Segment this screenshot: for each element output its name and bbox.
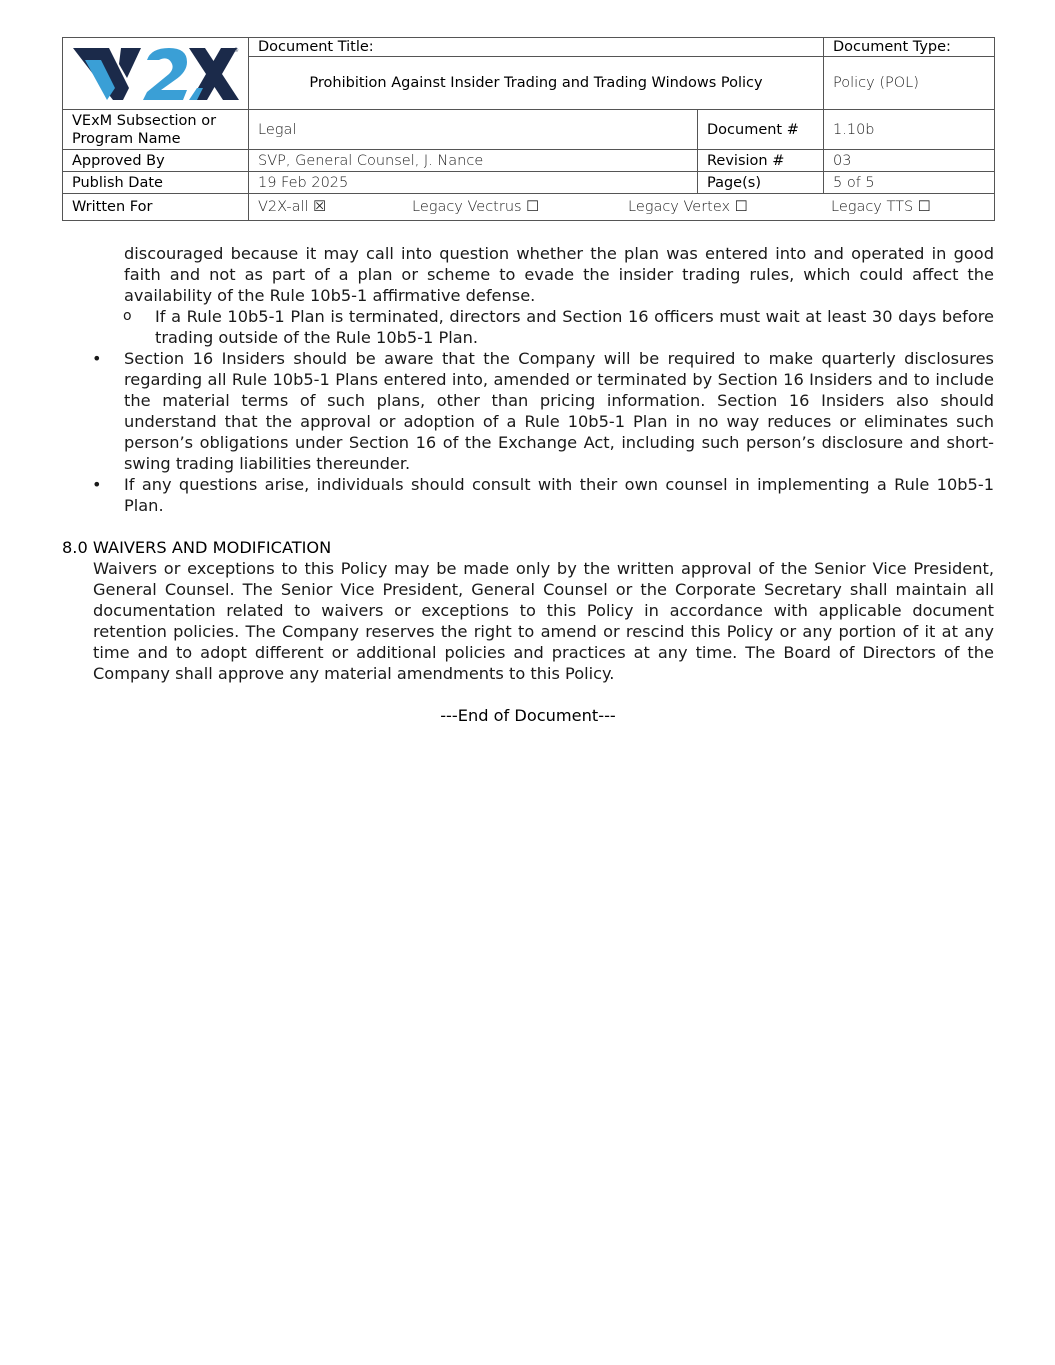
pages-label: Page(s) (698, 172, 824, 194)
subsection-value: Legal (249, 110, 698, 150)
sub-bullet-marker: o (123, 308, 132, 324)
section-heading: 8.0 WAIVERS AND MODIFICATION (62, 538, 332, 557)
pages-value: 5 of 5 (824, 172, 995, 194)
written-for-legacy-vertex: Legacy Vertex ☐ (628, 199, 748, 215)
written-for-label: Written For (63, 194, 249, 221)
written-for-legacy-tts: Legacy TTS ☐ (831, 199, 931, 215)
written-for-options (249, 194, 995, 221)
bullet-item (92, 348, 994, 474)
bullet-item (92, 474, 994, 516)
bullet-text: Section 16 Insiders should be aware that the Company will be required to make quarterly disclosures regarding all Rule 10b5-1 Plans entered into, amended or terminated by Section 16 Insiders and to include the material terms of such plans, other than pricing information. Section 16 Insiders also should understand that the approval or adoption of a Rule 10b5-1 Plan in no way reduces or eliminates such person’s obligations under Section 16 of the Exchange Act, including such person’s disclosure and short-swing trading liabilities thereunder. (124, 349, 994, 473)
sub-bullet-text: If a Rule 10b5-1 Plan is terminated, directors and Section 16 officers must wait at least 30 days before trading outside of the Rule 10b5-1 Plan. (155, 307, 994, 347)
publish-date-label: Publish Date (63, 172, 249, 194)
bullet-marker: • (92, 349, 102, 368)
svg-text:®: ® (232, 46, 239, 54)
doc-number-label: Document # (698, 110, 824, 150)
revision-value: 03 (824, 150, 995, 172)
continued-paragraph: discouraged because it may call into question whether the plan was entered into and operated in good faith and not as part of a plan or scheme to evade the insider trading rules, which could affect the availability of the Rule 10b5-1 affirmative defense. (124, 244, 994, 305)
waiver-paragraph: Waivers or exceptions to this Policy may be made only by the written approval of the Senior Vice President, General Counsel. The Senior Vice President, General Counsel or the Corporate Secretary shall maintain all documentation related to waivers or exceptions to this Policy in accordance with applicable document retention policies. The Company reserves the right to amend or rescind this Policy or any portion of it at any time and to adopt different or additional policies and practices at any time. The Board of Directors of the Company shall approve any material amendments to this Policy. (93, 559, 994, 683)
sub-bullet-item (123, 306, 994, 348)
written-for-legacy-vectrus: Legacy Vectrus ☐ (412, 199, 540, 215)
document-header-table (62, 37, 995, 221)
subsection-label: VExM Subsection or Program Name (63, 110, 249, 150)
doc-type-value: Policy (POL) (824, 57, 995, 110)
revision-label: Revision # (698, 150, 824, 172)
publish-date-value: 19 Feb 2025 (249, 172, 698, 194)
written-for-v2x-all: V2X-all ☒ (258, 199, 327, 215)
document-body (62, 243, 994, 726)
approved-by-value: SVP, General Counsel, J. Nance (249, 150, 698, 172)
end-of-document: ---End of Document--- (440, 706, 616, 725)
bullet-marker: • (92, 475, 102, 494)
approved-by-label: Approved By (63, 150, 249, 172)
bullet-text: If any questions arise, individuals should consult with their own counsel in implementing a Rule 10b5-1 Plan. (124, 475, 994, 515)
doc-title: Prohibition Against Insider Trading and Trading Windows Policy (249, 57, 824, 110)
company-logo (63, 38, 249, 110)
doc-type-label: Document Type: (824, 38, 995, 57)
doc-title-label: Document Title: (249, 38, 824, 57)
doc-number-value: 1.10b (824, 110, 995, 150)
